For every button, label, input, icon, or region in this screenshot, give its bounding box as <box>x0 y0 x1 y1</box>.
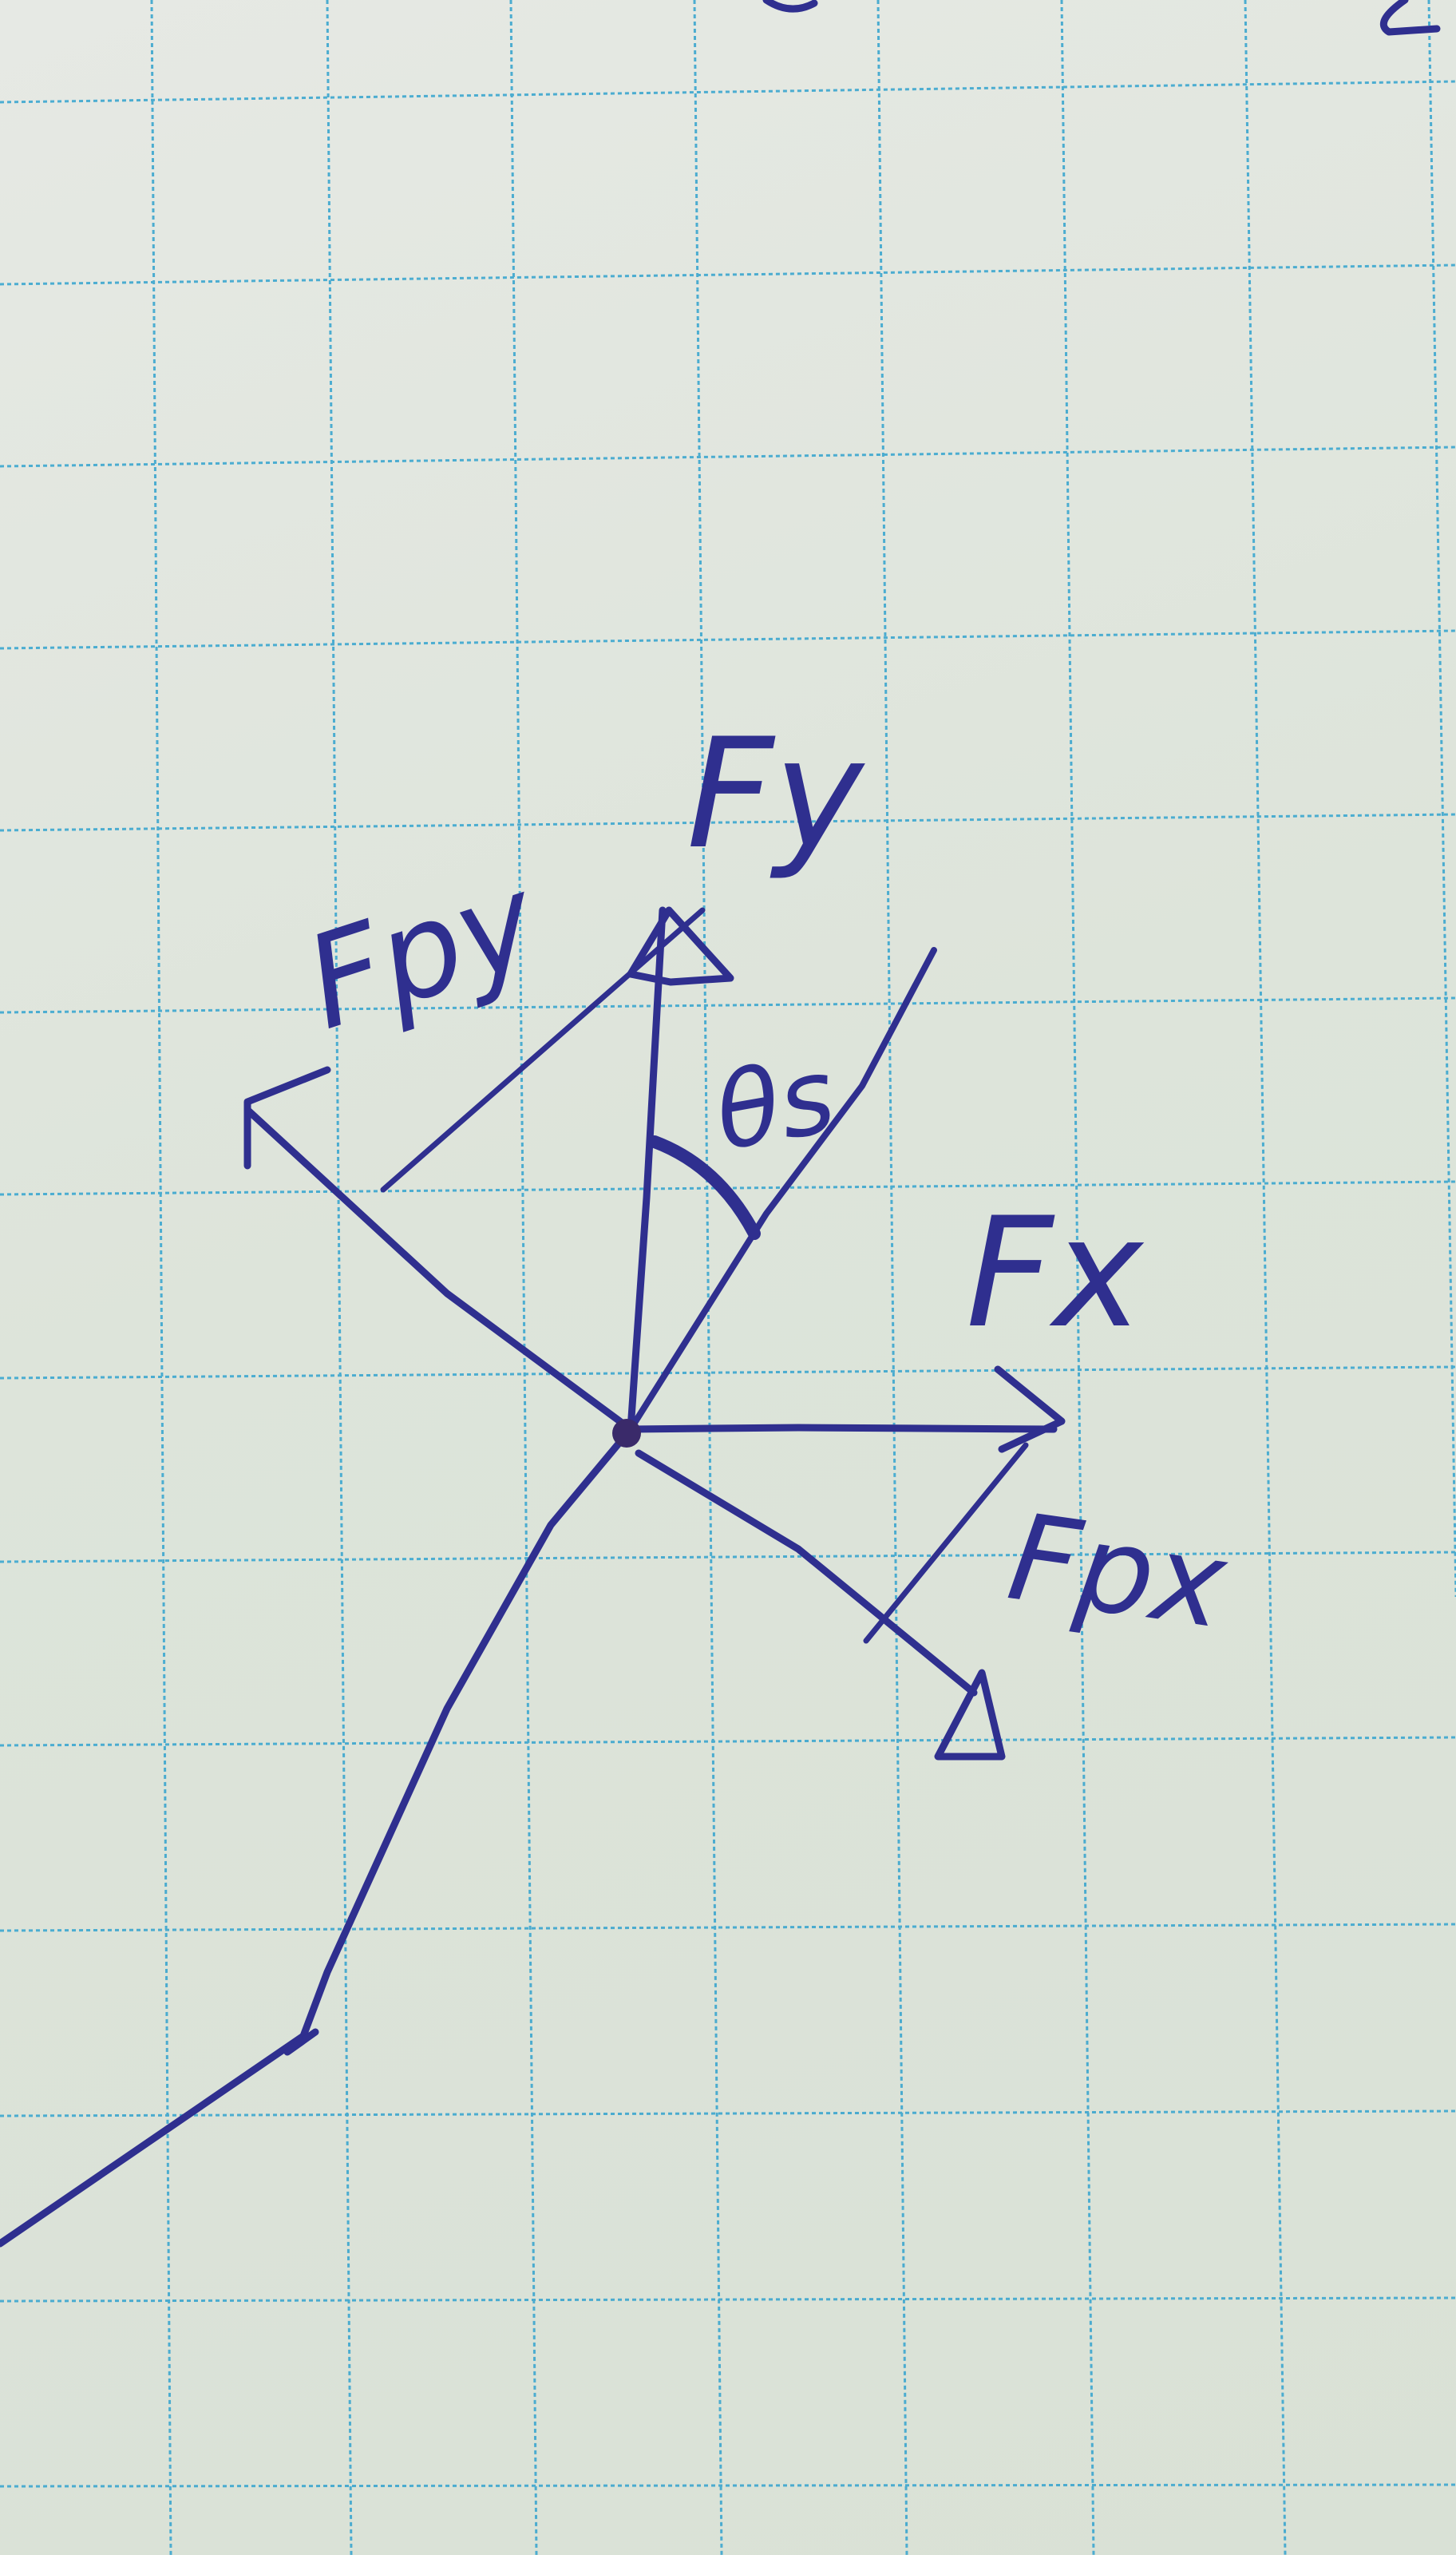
fpx-projection-line <box>866 1445 1026 1641</box>
fx-arrow-head <box>998 1369 1062 1449</box>
origin-point <box>612 1419 641 1448</box>
fy-arrow-shaft <box>631 910 663 1429</box>
fy-arrow-head <box>631 910 730 982</box>
base-line <box>0 1429 631 2244</box>
label-fy: Fy <box>686 706 864 882</box>
label-fpx: Fpx <box>1000 1487 1234 1656</box>
label-fx: Fx <box>966 1185 1143 1361</box>
label-theta: θs <box>706 1034 844 1175</box>
fx-arrow-shaft <box>631 1428 1054 1429</box>
fpy-arrow-shaft <box>247 1110 631 1429</box>
label-fpy: Fpy <box>288 845 554 1059</box>
stray-ink-top-center <box>766 0 814 9</box>
